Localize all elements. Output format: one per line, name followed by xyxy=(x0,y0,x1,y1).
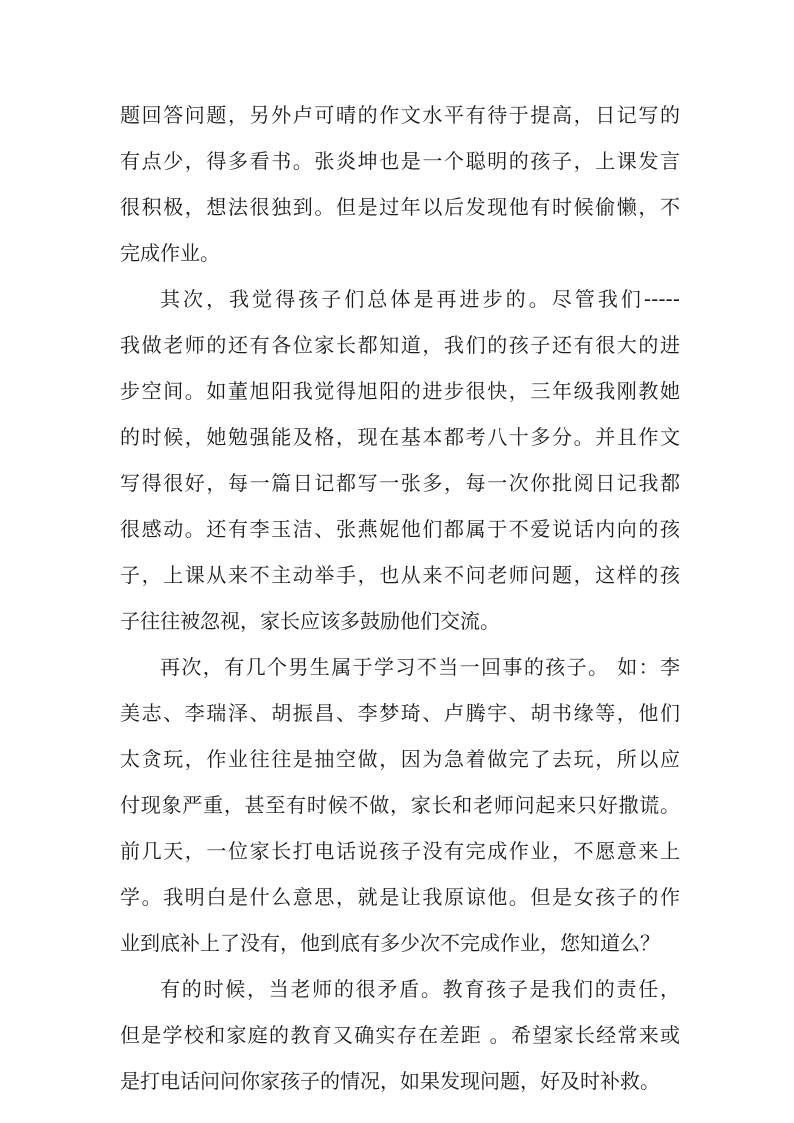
text-line: 步空间。如董旭阳我觉得旭阳的进步很快，三年级我刚教她 xyxy=(120,379,680,403)
text-line: 有的时候，当老师的很矛盾。教育孩子是我们的责任， xyxy=(160,977,680,1001)
text-line: 但是学校和家庭的教育又确实存在差距 。希望家长经常来或 xyxy=(120,1023,680,1047)
text-line: 很感动。还有李玉洁、张燕妮他们都属于不爱说话内向的孩 xyxy=(120,517,680,541)
text-line: 完成作业。 xyxy=(120,241,220,265)
text-line: 太贪玩，作业往往是抽空做，因为急着做完了去玩，所以应 xyxy=(120,747,680,771)
text-line: 再次，有几个男生属于学习不当一回事的孩子。 如：李 xyxy=(160,655,680,679)
text-line: 其次，我觉得孩子们总体是再进步的。尽管我们----- xyxy=(160,287,680,311)
text-line: 很积极，想法很独到。但是过年以后发现他有时候偷懒，不 xyxy=(120,195,680,219)
text-line: 子往往被忽视，家长应该多鼓励他们交流。 xyxy=(120,609,500,633)
text-line: 有点少，得多看书。张炎坤也是一个聪明的孩子，上课发言 xyxy=(120,149,680,173)
text-line: 是打电话问问你家孩子的情况，如果发现问题，好及时补救。 xyxy=(120,1069,660,1093)
text-line: 题回答问题，另外卢可晴的作文水平有待于提高，日记写的 xyxy=(120,103,680,127)
text-line: 学。我明白是什么意思，就是让我原谅他。但是女孩子的作 xyxy=(120,885,680,909)
text-line: 前几天，一位家长打电话说孩子没有完成作业，不愿意来上 xyxy=(120,839,680,863)
text-line: 我做老师的还有各位家长都知道，我们的孩子还有很大的进 xyxy=(120,333,680,357)
text-line: 美志、李瑞泽、胡振昌、李梦琦、卢腾宇、胡书缘等，他们 xyxy=(120,701,680,725)
text-line: 写得很好，每一篇日记都写一张多，每一次你批阅日记我都 xyxy=(120,471,680,495)
text-line: 付现象严重，甚至有时候不做，家长和老师问起来只好撒谎。 xyxy=(120,793,680,817)
text-line: 的时候，她勉强能及格，现在基本都考八十多分。并且作文 xyxy=(120,425,680,449)
text-line: 业到底补上了没有，他到底有多少次不完成作业，您知道么？ xyxy=(120,931,660,955)
text-line: 子，上课从来不主动举手，也从来不问老师问题，这样的孩 xyxy=(120,563,680,587)
document-body xyxy=(120,92,680,1104)
